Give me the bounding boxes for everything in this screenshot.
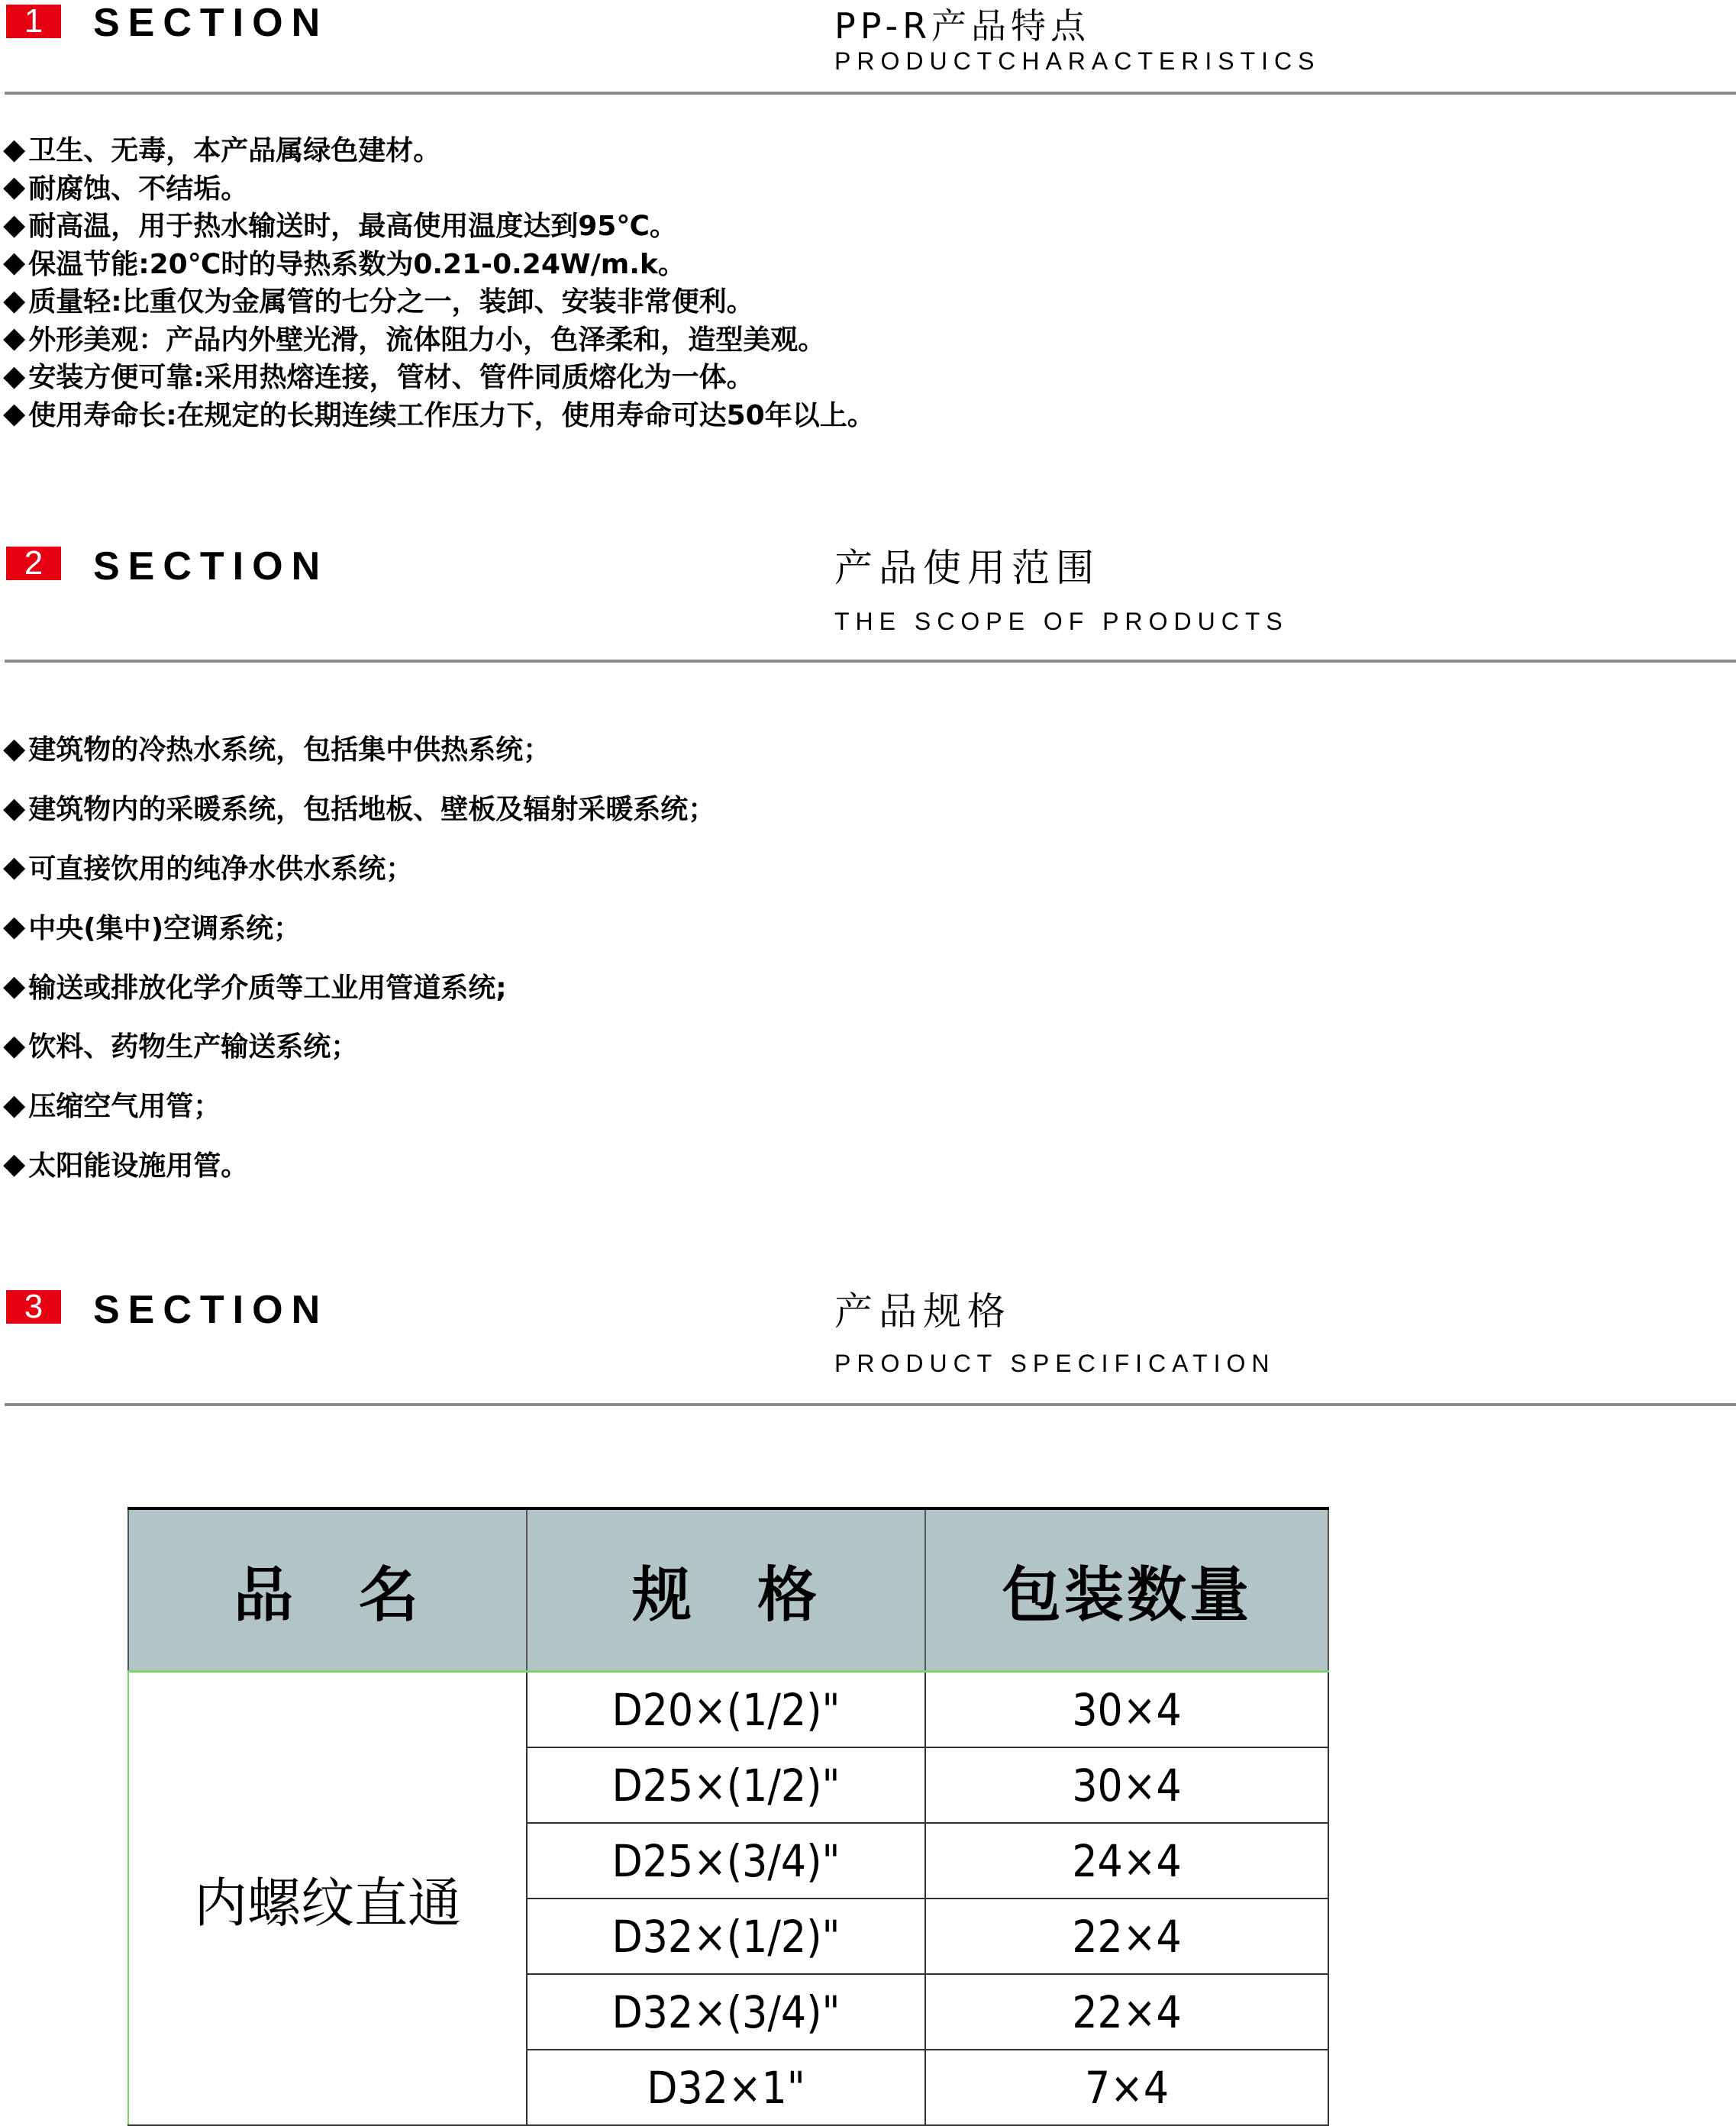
diamond-bullet-icon: ◆ <box>3 321 26 355</box>
qty-cell: 24×4 <box>925 1823 1328 1899</box>
spec-cell: D32×(3/4)" <box>527 1974 925 2050</box>
section-3-label: SECTION <box>93 1288 329 1332</box>
product-name-cell: 内螺纹直通 <box>128 1672 527 2126</box>
spec-cell: D25×(1/2)" <box>527 1747 925 1823</box>
qty-cell: 30×4 <box>925 1672 1328 1748</box>
diamond-bullet-icon: ◆ <box>3 731 26 765</box>
list-item: ◆ 安装方便可靠:采用热熔连接，管材、管件同质熔化为一体。 <box>3 358 754 394</box>
column-header-qty: 包装数量 <box>925 1508 1328 1672</box>
spec-cell: D20×(1/2)" <box>527 1672 925 1748</box>
diamond-bullet-icon: ◆ <box>3 969 26 1003</box>
section-1-label: SECTION <box>93 1 329 45</box>
section-1-title-en: PRODUCTCHARACTERISTICS <box>834 47 1321 75</box>
diamond-bullet-icon: ◆ <box>3 1147 26 1181</box>
list-item: ◆ 太阳能设施用管。 <box>3 1147 249 1182</box>
list-item: ◆ 保温节能:20℃时的导热系数为0.21-0.24W/m.k。 <box>3 245 686 280</box>
section-1-bullet-list <box>3 130 875 432</box>
qty-cell: 7×4 <box>925 2050 1328 2125</box>
table-row <box>128 1672 1328 1748</box>
table-header-row <box>128 1508 1328 1672</box>
section-2-number: 2 <box>6 547 61 580</box>
diamond-bullet-icon: ◆ <box>3 790 26 824</box>
section-3-title-en: PRODUCT SPECIFICATION <box>834 1350 1276 1377</box>
diamond-bullet-icon: ◆ <box>3 396 26 431</box>
section-2-bullet-list <box>3 718 715 1193</box>
section-2-label: SECTION <box>93 544 329 589</box>
diamond-bullet-icon: ◆ <box>3 207 26 241</box>
product-spec-table <box>127 1507 1329 2126</box>
list-item: ◆ 饮料、药物生产输送系统； <box>3 1028 359 1063</box>
list-item: ◆ 建筑物内的采暖系统，包括地板、壁板及辐射采暖系统； <box>3 790 716 826</box>
diamond-bullet-icon: ◆ <box>3 358 26 392</box>
list-item: ◆ 压缩空气用管； <box>3 1087 221 1123</box>
list-item: ◆ 质量轻:比重仅为金属管的七分之一，装卸、安装非常便利。 <box>3 282 754 318</box>
column-header-name: 品 名 <box>128 1508 527 1672</box>
section-2-title-cn: 产品使用范围 <box>834 546 1100 590</box>
section-1-divider <box>5 92 1736 95</box>
column-header-spec: 规 格 <box>527 1508 925 1672</box>
list-item: ◆ 卫生、无毒，本产品属绿色建材。 <box>3 131 441 167</box>
list-item: ◆ 耐高温，用于热水输送时，最高使用温度达到95℃。 <box>3 207 677 243</box>
section-3-divider <box>5 1403 1736 1406</box>
list-item: ◆ 外形美观：产品内外壁光滑，流体阻力小，色泽柔和，造型美观。 <box>3 321 826 356</box>
section-1-title-cn: PP-R产品特点 <box>834 5 1091 47</box>
list-item: ◆ 使用寿命长:在规定的长期连续工作压力下，使用寿命可达50年以上。 <box>3 396 875 431</box>
list-item: ◆ 可直接饮用的纯净水供水系统； <box>3 850 414 885</box>
diamond-bullet-icon: ◆ <box>3 909 26 944</box>
diamond-bullet-icon: ◆ <box>3 282 26 317</box>
spec-cell: D32×(1/2)" <box>527 1899 925 1974</box>
qty-cell: 22×4 <box>925 1974 1328 2050</box>
list-item: ◆ 中央(集中)空调系统； <box>3 909 302 944</box>
list-item: ◆ 耐腐蚀、不结垢。 <box>3 169 249 205</box>
section-2-title-en: THE SCOPE OF PRODUCTS <box>834 608 1289 635</box>
diamond-bullet-icon: ◆ <box>3 850 26 884</box>
diamond-bullet-icon: ◆ <box>3 1028 26 1062</box>
section-2-divider <box>5 660 1736 663</box>
list-item: ◆ 建筑物的冷热水系统，包括集中供热系统； <box>3 731 551 766</box>
list-item: ◆ 输送或排放化学介质等工业用管道系统; <box>3 969 507 1004</box>
section-3-number: 3 <box>6 1290 61 1324</box>
diamond-bullet-icon: ◆ <box>3 169 26 204</box>
diamond-bullet-icon: ◆ <box>3 131 26 166</box>
spec-cell: D32×1" <box>527 2050 925 2125</box>
qty-cell: 30×4 <box>925 1747 1328 1823</box>
diamond-bullet-icon: ◆ <box>3 245 26 279</box>
spec-cell: D25×(3/4)" <box>527 1823 925 1899</box>
diamond-bullet-icon: ◆ <box>3 1087 26 1121</box>
section-1-number: 1 <box>6 5 61 38</box>
qty-cell: 22×4 <box>925 1899 1328 1974</box>
section-3-title-cn: 产品规格 <box>834 1289 1012 1334</box>
